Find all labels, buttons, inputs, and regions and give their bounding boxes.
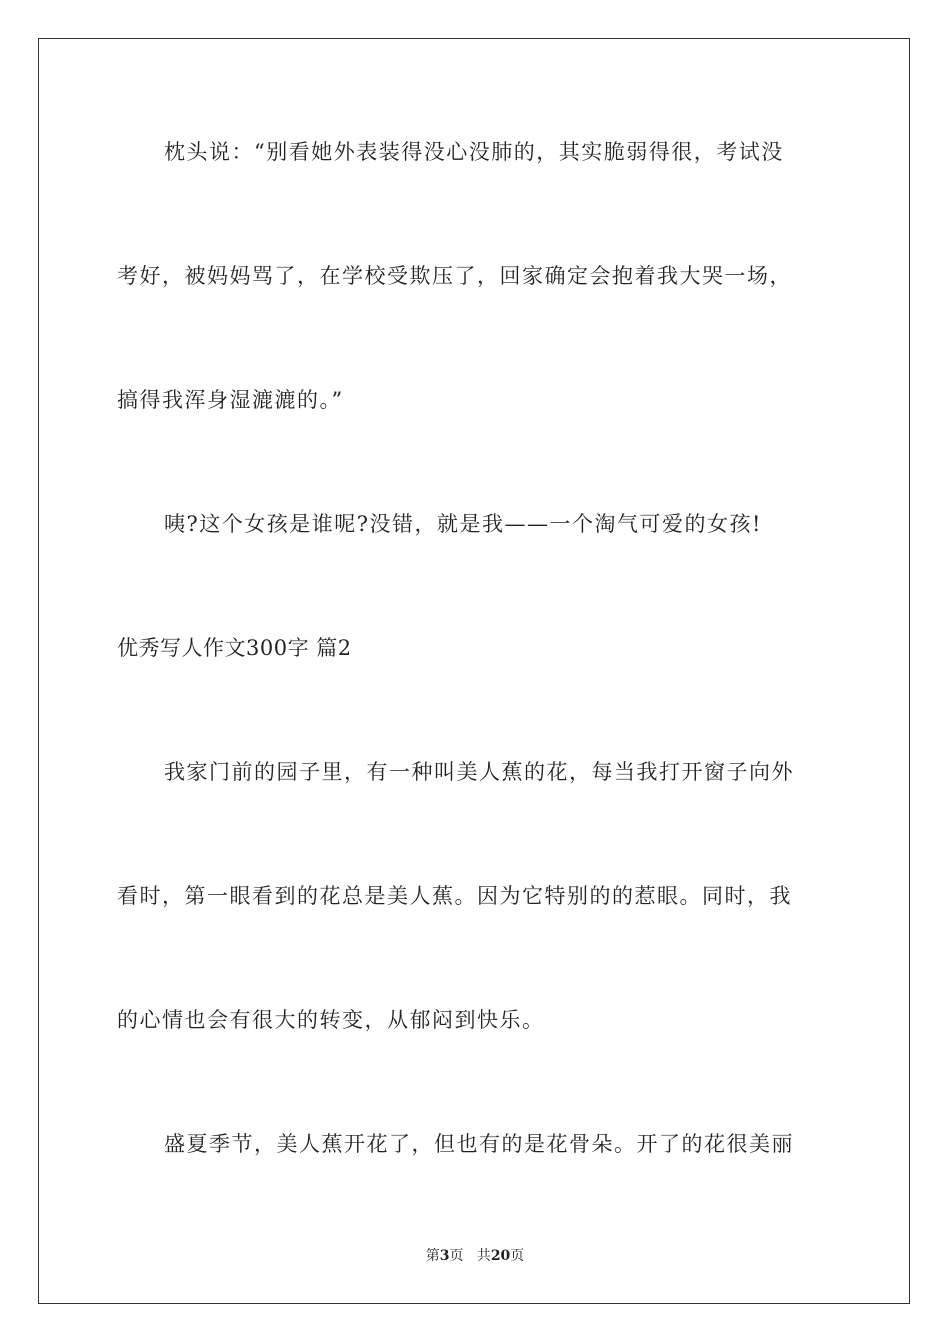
- paragraph-line: 搞得我浑身湿漉漉的。”: [117, 388, 344, 412]
- page-label-prefix: 第: [425, 1248, 440, 1264]
- paragraph-line: 咦?这个女孩是谁呢?没错，就是我——一个淘气可爱的女孩!: [164, 512, 762, 536]
- paragraph-line: 枕头说：“别看她外表装得没心没肺的，其实脆弱得很，考试没: [164, 140, 784, 164]
- total-label-prefix: 共: [476, 1248, 491, 1264]
- section-heading: 优秀写人作文300字 篇2: [117, 636, 352, 660]
- total-pages-number: 20: [490, 1248, 511, 1264]
- page-border: [38, 38, 910, 1304]
- paragraph-line: 的心情也会有很大的转变，从郁闷到快乐。: [117, 1008, 545, 1032]
- page-footer: [0, 1246, 950, 1266]
- paragraph-line: 盛夏季节，美人蕉开花了，但也有的是花骨朵。开了的花很美丽: [164, 1132, 794, 1156]
- paragraph-line: 考好，被妈妈骂了，在学校受欺压了，回家确定会抱着我大哭一场，: [117, 264, 792, 288]
- paragraph-line: 我家门前的园子里，有一种叫美人蕉的花，每当我打开窗子向外: [164, 760, 794, 784]
- paragraph-line: 看时，第一眼看到的花总是美人蕉。因为它特别的的惹眼。同时，我: [117, 884, 792, 908]
- total-label-suffix: 页: [510, 1248, 525, 1264]
- current-page-number: 3: [439, 1248, 450, 1264]
- page-label-suffix: 页: [449, 1248, 464, 1264]
